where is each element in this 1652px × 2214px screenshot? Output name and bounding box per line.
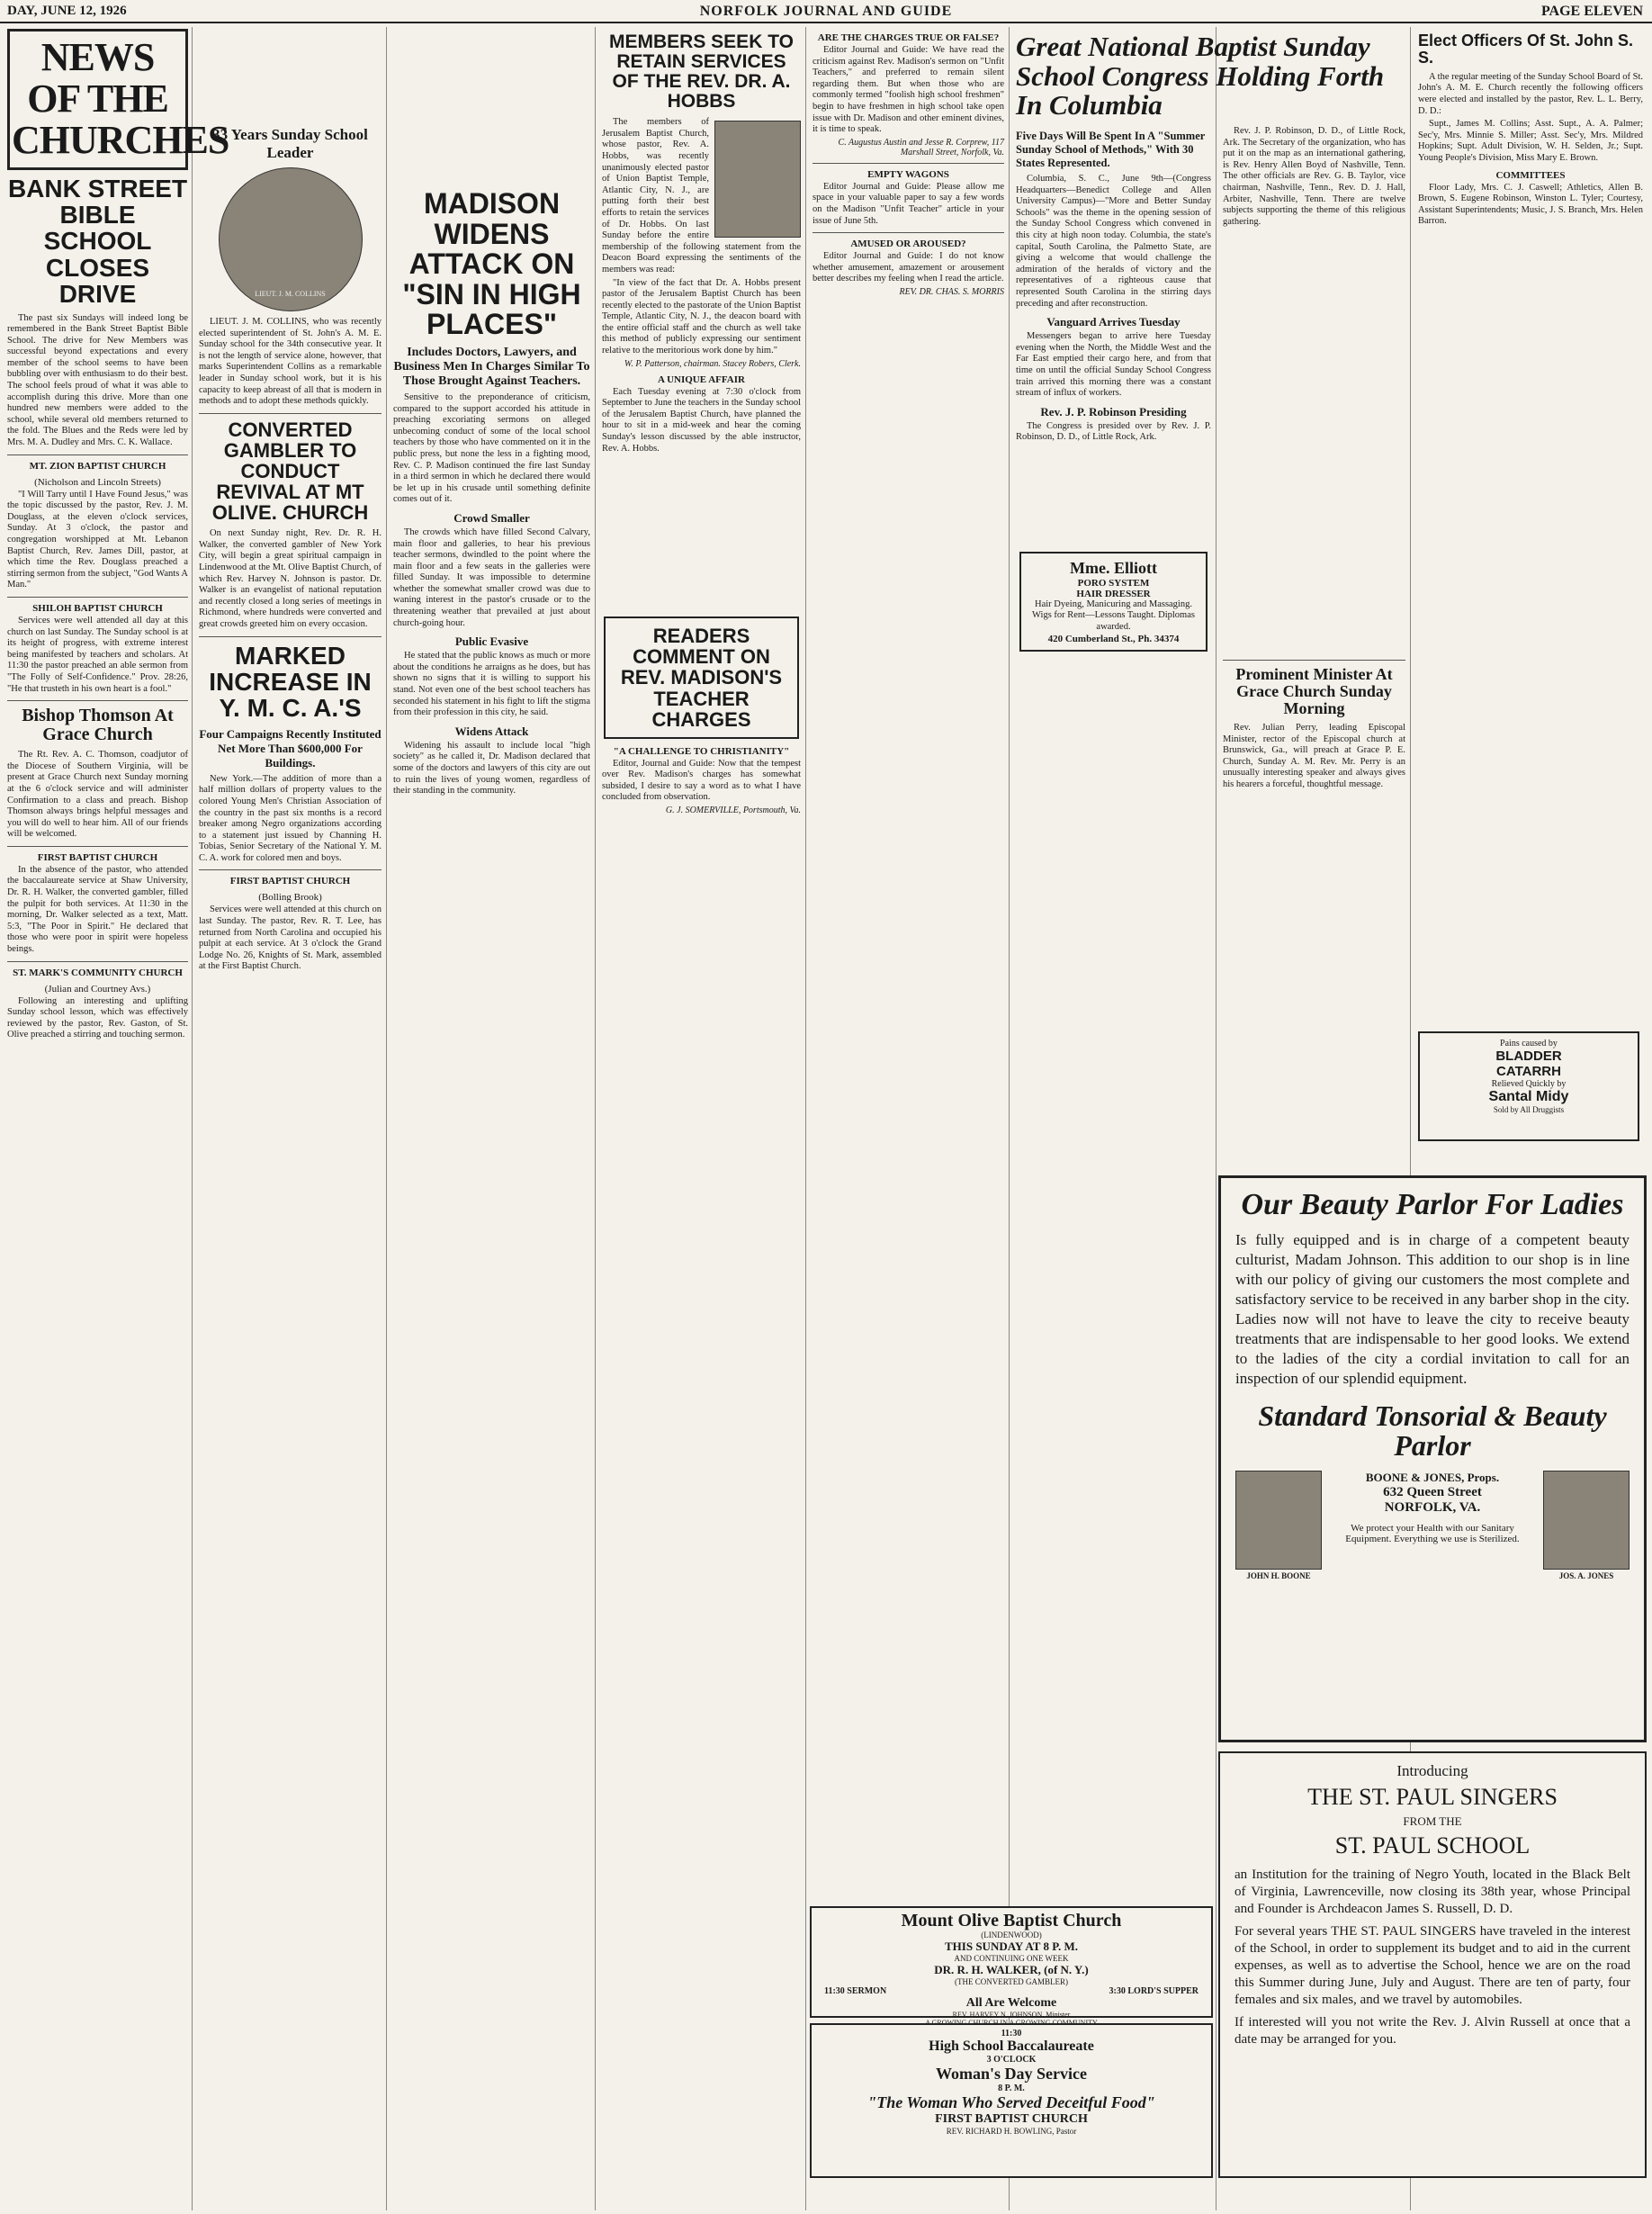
ymca-article [199, 774, 382, 865]
grace-headline: Prominent Minister At Grace Church Sunday Morning [1235, 665, 1393, 718]
divider [7, 961, 188, 962]
olive-sub: (LINDENWOOD) [981, 1930, 1042, 1940]
column-5 [808, 27, 1010, 2210]
tonsorial-props: BOONE & JONES, Props. [1365, 1470, 1500, 1484]
leader-headline: 33 Years Sunday School Leader [212, 126, 368, 161]
readers-comment-box [604, 616, 799, 738]
beauty-text: Is fully equipped and is in charge of a competent beauty culturist, Madam Johnson. This addition to our shop is in line with our policy of giving our customers the most complete and satisfactory service to be received in any barber shop in the city. Ladies now will not have to leave the city to receive beauty treatments that are indispensable to her good looks. We extend to the ladies of the city a cordial invitation to call for an inspection of our splendid equipment. [1235, 1230, 1630, 1387]
divider [199, 636, 382, 637]
st-mark-text: Following an interesting and uplifting Sunday school lesson, which was effectively reviewed by the pastor, Rev. Gaston, of St. Olive preached a stirring and touching sermon. [7, 995, 188, 1040]
beauty-headline: Our Beauty Parlor For Ladies [1241, 1188, 1624, 1221]
challenge-headline: "A CHALLENGE TO CHRISTIANITY" [613, 745, 790, 757]
madison-headline: MADISON WIDENS ATTACK ON "SIN IN HIGH PLACES" [402, 187, 581, 341]
wagons-letter [813, 182, 1004, 227]
madison-text: Sensitive to the preponderance of criticism, compared to the support accorded his attitude in preaching excoriating sermons on alleged unbecoming conduct of some of the local school teachers by those who have commented on it in the public press, but none the less in a fighting mood, Rev. C. P. Madison continued the fire last Sunday in a third sermon in which he declared there would be let up in his crusade until something definite comes out of it. [393, 392, 590, 505]
unique-article [602, 387, 801, 455]
hobbs-portrait [714, 121, 801, 238]
madison-subhead: Includes Doctors, Lawyers, and Business Men In Charges Similar To Those Brought Against Teachers. [393, 345, 590, 388]
st-mark-subhead: (Julian and Courtney Avs.) [44, 983, 151, 994]
presiding-article [1016, 421, 1211, 444]
olive-line1: THIS SUNDAY AT 8 P. M. [945, 1940, 1078, 1953]
congress-subhead: Five Days Will Be Spent In A "Summer Sunday School of Methods," With 30 States Represented. [1016, 130, 1206, 169]
divider [1223, 660, 1405, 661]
unique-text: Each Tuesday evening at 7:30 o'clock from September to June the teachers in the Sunday school of the Jerusalem Baptist Church, have planned the hour to sit in a mid-week and hear the coming Sunday's lesson discussed by the able instructor, Rev. A. Hobbs. [602, 386, 801, 454]
first-baptist-ad [810, 2023, 1213, 2178]
midy-line3: Relieved Quickly by [1491, 1079, 1567, 1089]
column-3 [389, 27, 596, 2210]
crowd-subhead: Crowd Smaller [453, 510, 530, 525]
gambler-article [199, 528, 382, 630]
singers-title: THE ST. PAUL SINGERS [1307, 1784, 1558, 1810]
elliott-address: 420 Cumberland St., Ph. 34374 [1047, 633, 1180, 644]
divider [199, 413, 382, 414]
committees-article [1418, 183, 1643, 228]
congress-text: Columbia, S. C., June 9th—(Congress Headquarters—Benedict College and Allen University Campus)—"More and Better Sunday Schools" was the theme in the opening session of the Sunday School Congress which convened in this city at high noon today. Columbia, the state's capital, South Carolina, the Palmetto State, are giving a welcome that would challenge the admiration of the heralds of victory and the representatives of a righteous cause that represented South Carolina in the stirring days preceding and after reconstruction. [1016, 174, 1211, 309]
masthead [0, 0, 1652, 23]
tonsorial-address: 632 Queen Street [1383, 1484, 1482, 1499]
divider [7, 454, 188, 455]
olive-times [815, 1986, 1208, 1996]
congress-article [1016, 174, 1211, 310]
olive-sermon-time: 11:30 SERMON [824, 1986, 887, 1996]
fbc-ad-event3: "The Woman Who Served Deceitful Food" [867, 2093, 1155, 2111]
widens-text: Widening his assault to include local "high society" as he called it, Dr. Madison declared that some of the doctors and lawyers of this city are out to ruin the lives of young women, regardless of their standing in the community. [393, 740, 590, 796]
fbc-ad-time2: 3 O'CLOCK [986, 2055, 1037, 2065]
tonsorial-text: We protect your Health with our Sanitary Equipment. Everything we use is Sterilized. [1345, 1522, 1520, 1544]
amused-text: Editor Journal and Guide: I do not know whether amusement, amazement or arousement better describes my feeling when I read the article. [813, 251, 1004, 284]
elliott-line2: HAIR DRESSER [1076, 588, 1151, 599]
tonsorial-headline: Standard Tonsorial & Beauty Parlor [1258, 1399, 1607, 1462]
first-baptist-2-subhead: (Bolling Brook) [258, 892, 322, 904]
hobbs-text: The members of Jerusalem Baptist Church, whose pastor, Rev. A. Hobbs, was recently unanimously elected pastor of Union Baptist Temple, Atlantic City, N. J., are putting forth their best efforts to retain the services of Dr. Hobbs. On last Sunday before the entire membership of the following statement from the Deacon Board expressing the sentiments of the members was read: [602, 117, 801, 274]
congress-continued [1223, 126, 1405, 228]
fbc-ad-time3: 8 P. M. [998, 2084, 1025, 2093]
boone-block [1235, 1471, 1322, 1580]
mt-zion-article [7, 490, 188, 591]
congress-headline: Great National Baptist Sunday School Congress Holding Forth In Columbia [1016, 31, 1385, 122]
bank-street-article [7, 313, 188, 449]
hobbs-signature: W. P. Patterson, chairman. Stacey Robers, Clerk. [624, 358, 801, 369]
ymca-headline: MARKED INCREASE IN Y. M. C. A.'S [209, 641, 372, 723]
madison-article [393, 392, 590, 506]
divider [7, 700, 188, 701]
jones-block [1543, 1471, 1630, 1580]
mt-zion-headline: MT. ZION BAPTIST CHURCH [29, 460, 166, 472]
fbc-ad-church: FIRST BAPTIST CHURCH [935, 2112, 1088, 2126]
olive-minister: REV. HARVEY N. JOHNSON, Minister [952, 2011, 1071, 2019]
unique-headline: A UNIQUE AFFAIR [658, 374, 745, 385]
olive-line4: (THE CONVERTED GAMBLER) [955, 1977, 1068, 1986]
officers-headline: Elect Officers Of St. John S. S. [1418, 32, 1634, 67]
masthead-page-number: PAGE ELEVEN [1540, 4, 1643, 19]
evasive-article [393, 651, 590, 719]
amused-letter [813, 251, 1004, 285]
first-baptist-text: In the absence of the pastor, who attended the baccalaureate service at Shaw University, Dr. R. H. Walker, the converted gambler, filled the pulpit for both services. At 11:30 in the morning, Dr. Walker selected as a text, Matt. 5:3, "The Poor in Spirit." He declared that those who were poor in spirit were hopeless beings. [7, 864, 188, 955]
officers-text: A the regular meeting of the Sunday School Board of St. John's A. M. E. Church recently the following officers were elected and installed by the pastor, Rev. L. L. Berry, D. D.: [1418, 71, 1643, 116]
vanguard-text: Messengers began to arrive here Tuesday evening when the North, the Middle West and the Far East emptied their cargo here, and from that time on until the official Sunday School Congress train arrived this morning there was a constant stream of influx of workers. [1016, 331, 1211, 399]
divider [199, 869, 382, 870]
spacer [1223, 27, 1405, 126]
boone-caption: JOHN H. BOONE [1246, 1570, 1311, 1580]
congress-continued-text: Rev. J. P. Robinson, D. D., of Little Rock, Ark. The Secretary of the organization, who has put it on the map as an international gathering, is Rev. Henry Allen Boyd of Nashville, Tenn. The other officials are Rev. G. B. Taylor, vice chairman, Nashville, Tenn., Rev. D. J. Hall, Arbiter, Nashville, Tenn. There are twelve subjects supporting the theme of this religious gathering. [1223, 126, 1405, 227]
singers-text: an Institution for the training of Negro Youth, located in the Black Belt of Virginia, Lawrenceville, now closing its 38th year, whose Principal and Founder is Archdeacon James S. Russell, D. D. [1235, 1868, 1630, 1916]
vanguard-article [1016, 331, 1211, 400]
churches-banner [7, 29, 229, 170]
thomson-text: The Rt. Rev. A. C. Thomson, coadjutor of the Diocese of Southern Virginia, will be present at Grace Church next Sunday morning at the 6 o'clock service and will administer Confirmation to a class and preach. Bishop Thomson always brings helpful messages and you will do well to hear him. All of our friends will be welcomed. [7, 750, 188, 840]
fbc-ad-time1: 11:30 [1001, 2029, 1022, 2038]
elliott-ad [1019, 552, 1208, 652]
gambler-headline: CONVERTED GAMBLER TO CONDUCT REVIVAL AT MT OLIVE. CHURCH [211, 418, 369, 525]
true-false-signature: C. Augustus Austin and Jesse R. Corprew, 117 Marshall Street, Norfolk, Va. [838, 137, 1004, 158]
evasive-text: He stated that the public knows as much or more about the conditions he arraigns as he does, but has shown no signs that it is willing to support his stand. Not even one of the best school teachers has seconded his statement in his fight to lift the stigma from their profession in this city, he said. [393, 651, 590, 718]
churches-banner-title: NEWS OF THE CHURCHES [12, 35, 229, 163]
officers-article [1418, 72, 1643, 165]
singers-from: FROM THE [1403, 1814, 1462, 1828]
elliott-text: Hair Dyeing, Manicuring and Massaging. Wigs for Rent—Lessons Taught. Diplomas awarded. [1032, 598, 1195, 633]
column-1 [4, 27, 229, 2210]
midy-ad [1418, 1031, 1639, 1141]
midy-line5: Sold by All Druggists [1493, 1105, 1565, 1114]
true-false-text: Editor Journal and Guide: We have read the criticism against Rev. Madison's sermon on "Unfit Teachers," and preferred to remain silent regarding them. But when those who are commonly termed "foolish high school freshmen" begin to have freshmen in high school take open issue with Dr. Madison and other eminent divines, it is time to speak. [813, 45, 1004, 135]
masthead-date: DAY, JUNE 12, 1926 [7, 4, 127, 18]
st-paul-singers-ad [1218, 1751, 1647, 2178]
bank-street-text: The past six Sundays will indeed long be remembered in the Bank Street Baptist Bible School. The drive for New Members was successful beyond expectations and every member of the school seems to have been bubbling over with enthusiasm to do their best. The school feels proud of what it was able to accomplish during this drive. More than one hundred new members were added to the school, while several old members returned to the fold. The Blues and the Reds were led by Mrs. M. A. Dudley and Mrs. C. K. Wallace. [7, 312, 188, 448]
first-baptist-headline: FIRST BAPTIST CHURCH [37, 851, 158, 863]
ymca-text: New York.—The addition of more than a half million dollars of property values to the colored Young Men's Christian Association of the country in the past six months is a record breaker among Negro organizations according to a statement just issued by Channing H. Tobias, Senior Secretary of the National Y. M. C. A. work for colored men and boys. [199, 773, 382, 863]
tonsorial-city: NORFOLK, VA. [1384, 1499, 1481, 1515]
officers-list: Supt., James M. Collins; Asst. Supt., A. A. Palmer; Sec'y, Mrs. Minnie S. Miller; Asst. Sec'y, Mrs. Mildred Hopkins; Supt. Adult Division, W. H. Selden, Jr.; Supt. Young People's Division, Miss Mary E. Brown. [1418, 119, 1643, 163]
singers-text-3: If interested will you not write the Rev. J. Alvin Russell at once that a date may be arranged for you. [1235, 2015, 1630, 2047]
widens-article [393, 741, 590, 797]
olive-supper-time: 3:30 LORD'S SUPPER [1109, 1986, 1199, 1996]
wagons-headline: EMPTY WAGONS [867, 168, 949, 180]
elliott-name: Mme. Elliott [1070, 558, 1157, 577]
midy-line2: CATARRH [1496, 1064, 1561, 1079]
first-baptist-article [7, 865, 188, 956]
shiloh-headline: SHILOH BAPTIST CHURCH [32, 602, 163, 614]
midy-line1: BLADDER [1495, 1048, 1562, 1064]
amused-signature: REV. DR. CHAS. S. MORRIS [899, 286, 1004, 297]
grace-article [1223, 723, 1405, 791]
midy-line4: Santal Midy [1488, 1089, 1569, 1104]
masthead-paper-name: NORFOLK JOURNAL AND GUIDE [699, 4, 953, 19]
widens-subhead: Widens Attack [454, 724, 529, 738]
column-4 [597, 27, 806, 2210]
leader-text: LIEUT. J. M. COLLINS, who was recently elected superintendent of St. John's A. M. E. Sunday school for the 34th consecutive year. It is not the length of service alone, however, that marks Superintendent Collins as a remarkable leader in Sunday school work, but it is his capacity to keep abreast of all that is modern in methods and to adopt these methods quickly. [199, 317, 382, 407]
st-mark-article [7, 996, 188, 1041]
olive-line2: AND CONTINUING ONE WEEK [954, 1954, 1069, 1963]
crowd-article [393, 527, 590, 629]
shiloh-article [7, 616, 188, 695]
boone-portrait [1235, 1471, 1322, 1570]
olive-headline: Mount Olive Baptist Church [901, 1911, 1122, 1930]
fbc-ad-pastor: REV. RICHARD H. BOWLING, Pastor [946, 2127, 1077, 2136]
singers-school: ST. PAUL SCHOOL [1334, 1832, 1531, 1858]
olive-line3: DR. R. H. WALKER, (of N. Y.) [934, 1963, 1089, 1976]
mt-zion-subhead: (Nicholson and Lincoln Streets) [34, 476, 161, 488]
first-baptist-2-headline: FIRST BAPTIST CHURCH [229, 876, 351, 887]
beauty-parlor-ad [1218, 1175, 1647, 1742]
presiding-text: The Congress is presided over by Rev. J. P. Robinson, D. D., of Little Rock, Ark. [1016, 420, 1211, 443]
committees-headline: COMMITTEES [1495, 169, 1566, 181]
elliott-line1: PORO SYSTEM [1077, 577, 1150, 589]
singers-text-2: For several years THE ST. PAUL SINGERS have traveled in the interest of the School, in order to supplement its budget and to aid in the current expenses, as well as to advertise the School, hence we are on the road this Summer during June, July and August. There are ten of party, four females and six males, and we travel by automobiles. [1235, 1924, 1630, 2007]
divider [7, 846, 188, 847]
tonsorial-center [1322, 1471, 1543, 1544]
thomson-article [7, 750, 188, 841]
fbc-ad-event2: Woman's Day Service [936, 2065, 1087, 2083]
gambler-text: On next Sunday night, Rev. Dr. R. H. Walker, the converted gambler of New York City, will begin a great spiritual campaign in Lindenwood at the Mt. Olive Baptist Church, of which Rev. Harvey N. Johnson is pastor. Dr. Walker is an evangelist of national reputation and recently closed a long series of meetings in Richmond, where hundreds were converted and great crowds greeted him on every occasion. [199, 528, 382, 629]
mount-olive-ad [810, 1906, 1213, 2018]
divider [813, 232, 1004, 233]
portrait-caption: LIEUT. J. M. COLLINS [255, 290, 326, 298]
jones-caption: JOS. A. JONES [1558, 1570, 1614, 1580]
amused-headline: AMUSED OR AROUSED? [850, 238, 966, 250]
hobbs-quote: "In view of the fact that Dr. A. Hobbs present pastor of the Jerusalem Baptist Church has been recently elected to the pastorate of the Union Baptist Temple, Atlantic City, N. J., the deacon board with the entire official staff and the church as well take this method of publicly expressing our sentiment relative to the meritorious work done by him." [602, 277, 802, 356]
st-mark-headline: ST. MARK'S COMMUNITY CHURCH [13, 967, 183, 978]
grace-text: Rev. Julian Perry, leading Episcopal Minister, rector of the Episcopal church at Brunswick, Ga., will preach at Grace P. E. Church, Sunday A. M. Rev. Mr. Perry is an unusually interesting speaker and always gives his hearers a forceful, thoughtful message. [1223, 723, 1405, 789]
challenge-signature: G. J. SOMERVILLE, Portsmouth, Va. [665, 806, 801, 816]
divider [813, 163, 1004, 164]
leader-article [199, 317, 382, 408]
vanguard-subhead: Vanguard Arrives Tuesday [1046, 315, 1181, 329]
presiding-subhead: Rev. J. P. Robinson Presiding [1040, 404, 1187, 418]
crowd-text: The crowds which have filled Second Calvary, main floor and galleries, to hear his previous teacher sermons, dwindled to the point where the main floor and a few seats in the galleries were filled Sunday. It was impossible to determine whether the somewhat smaller crowd was due to waning interest in the pastor's crusade or to the threatening weather that prevailed at just about church-going hour. [393, 526, 590, 628]
mt-zion-text: "I Will Tarry until I Have Found Jesus," was the topic discussed by the pastor, Rev. J. M. Douglass, at the eleven o'clock services, Sunday. At 3 o'clock, the pastor and congregation worshipped at Mt. Lebanon Baptist Church, Rev. James Dill, pastor, at which time the Rev. Douglass preached a stirring sermon from the subject, "God Wants A Man." [7, 489, 188, 590]
midy-caption: Pains caused by [1500, 1039, 1558, 1048]
olive-welcome: All Are Welcome [965, 1996, 1057, 2010]
evasive-subhead: Public Evasive [454, 634, 529, 649]
jones-portrait [1543, 1471, 1630, 1570]
thomson-headline: Bishop Thomson At Grace Church [22, 706, 174, 745]
challenge-letter [602, 759, 801, 804]
tonsorial-body [1226, 1467, 1639, 1584]
true-false-letter [813, 45, 1004, 136]
bank-street-headline: BANK STREET BIBLE SCHOOL CLOSES DRIVE [7, 174, 188, 309]
true-false-headline: ARE THE CHARGES TRUE OR FALSE? [817, 32, 1000, 43]
hobbs-headline: MEMBERS SEEK TO RETAIN SERVICES OF THE REV. DR. A. HOBBS [609, 32, 794, 112]
committees-text: Floor Lady, Mrs. C. J. Caswell; Athletics, Allen B. Brown, S. Eugene Robinson, Winston L. Tyler; Courtesy, Assistant Superintendents; Music, J. S. Branch, Mrs. Helen Barron. [1418, 182, 1643, 227]
first-baptist-2-article [199, 904, 382, 973]
first-baptist-2-text: Services were well attended at this church on last Sunday. The pastor, Rev. R. T. Lee, has returned from North Carolina and occupied his pulpit at each service. At 3 o'clock the Grand Lodge No. 26, Knights of St. Mark, assembled at the First Baptist Church. [199, 904, 382, 972]
singers-intro: Introducing [1396, 1762, 1468, 1779]
shiloh-text: Services were well attended all day at this church on last Sunday. The Sunday school is at its height of progress, with extreme interest being manifested by teachers and scholars. At 11:30 the pastor preached an able sermon from "The Folly of Self-Confidence." Prov. 28:26, "He that trusteth in his own heart is a fool." [7, 615, 188, 694]
ymca-subhead: Four Campaigns Recently Instituted Net More Than $600,000 For Buildings. [199, 726, 382, 770]
fbc-ad-event1: High School Baccalaureate [929, 2038, 1094, 2054]
divider [7, 597, 188, 598]
readers-comment-headline: READERS COMMENT ON REV. MADISON'S TEACHER CHARGES [620, 625, 783, 731]
wagons-text: Editor Journal and Guide: Please allow me space in your valuable paper to say a few words on the Madison "Unfit Teacher" article in your issue of June 5th. [813, 181, 1004, 226]
challenge-text: Editor, Journal and Guide: Now that the tempest over Rev. Madison's charges has somewhat subsided, I desire to say a word as to what I have concluded from observation. [602, 758, 801, 803]
column-2 [194, 27, 387, 2210]
collins-portrait [219, 167, 363, 311]
